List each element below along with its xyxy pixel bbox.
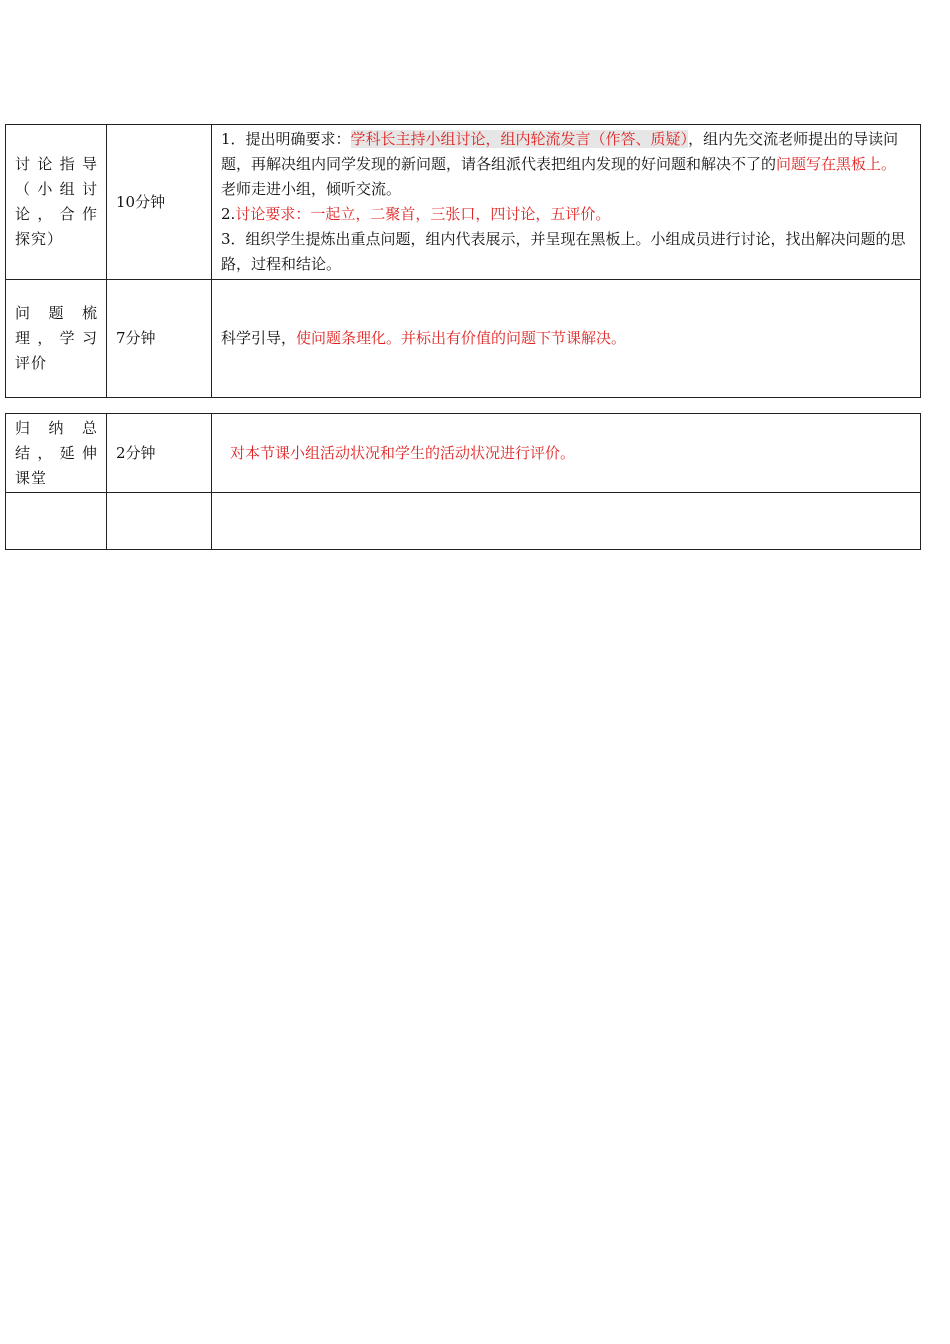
lesson-plan-table-1 [5, 124, 921, 398]
content-cell-discussion [212, 125, 921, 280]
stage-line: （小组讨 [15, 180, 98, 198]
lesson-plan-table-2 [5, 413, 921, 550]
time-cell-summary: 2分钟 [107, 414, 212, 493]
time-cell-discussion: 10分钟 [107, 125, 212, 280]
stage-line: 问题梳 [15, 304, 98, 322]
highlighted-requirement: 学科长主持小组讨论，组内轮流发言（作答、质疑） [350, 130, 689, 148]
time-cell-problem: 7分钟 [107, 280, 212, 398]
stage-line: 理，学习 [15, 329, 98, 347]
red-text: 问题写在黑板上。 [776, 155, 897, 173]
stage-line: 探究） [15, 230, 64, 248]
item-text: ，组内先交流老师提出的导读问题，再解决组内同学发现的新问题，请各组派代表把组内发现的好问题和解决不了的 [221, 130, 899, 173]
stage-line: 课堂 [15, 468, 48, 487]
stage-line: 评价 [15, 354, 48, 372]
discussion-item-3: 3．组织学生提炼出重点问题，组内代表展示，并呈现在黑板上。小组成员进行讨论，找出解决问题的思路，过程和结论。 [221, 230, 906, 273]
stage-cell-problem [6, 280, 107, 398]
content-cell-problem [212, 280, 921, 398]
table-row [6, 280, 921, 398]
red-text: 讨论要求：一起立，二聚首，三张口，四讨论，五评价。 [235, 205, 611, 223]
item-text: 科学引导， [221, 329, 297, 347]
stage-line: 结，延伸 [15, 443, 98, 462]
item-text: 老师走进小组，倾听交流。 [221, 180, 402, 198]
stage-line: 讨论指导 [15, 155, 98, 173]
item-prefix: 1．提出明确要求： [221, 130, 351, 148]
table-row [6, 414, 921, 493]
empty-time-cell [107, 493, 212, 550]
stage-cell-summary [6, 414, 107, 493]
summary-text: 对本节课小组活动状况和学生的活动状况进行评价。 [230, 443, 576, 462]
empty-stage-cell [6, 493, 107, 550]
red-text: 使问题条理化。并标出有价值的问题下节课解决。 [296, 329, 627, 347]
table-row [6, 125, 921, 280]
table-row [6, 493, 921, 550]
stage-line: 归纳总 [15, 418, 98, 437]
content-cell-summary [212, 414, 921, 493]
empty-content-cell [212, 493, 921, 550]
discussion-item-1 [221, 127, 911, 202]
discussion-item-2 [221, 202, 911, 227]
item-prefix: 2. [221, 205, 236, 223]
problem-text [221, 326, 911, 351]
stage-line: 论，合作 [15, 205, 98, 223]
stage-cell-discussion [6, 125, 107, 280]
